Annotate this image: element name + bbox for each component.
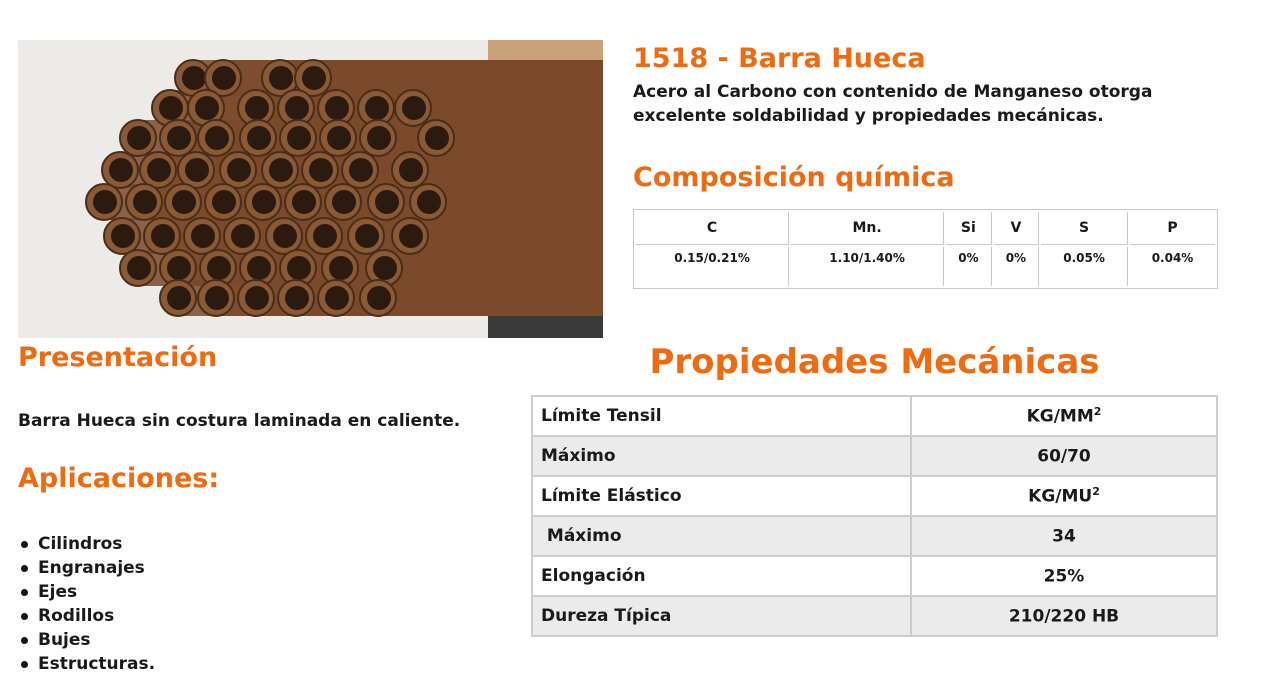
pipe-hole (367, 286, 391, 310)
composition-header-row (636, 212, 1215, 245)
pipe-hole (269, 158, 293, 182)
pipe-hole (151, 224, 175, 248)
property-value: 34 (911, 516, 1217, 556)
presentation-heading: Presentación (18, 342, 218, 373)
composition-value: 0.05% (1041, 247, 1128, 286)
property-label: Límite Tensil (532, 396, 911, 436)
composition-value: 0% (946, 247, 992, 286)
composition-header: V (994, 212, 1040, 245)
pipe-hole (205, 126, 229, 150)
pipe-hole (373, 256, 397, 280)
pipe-hole (367, 126, 391, 150)
pipe-hole (349, 158, 373, 182)
composition-value: 0.04% (1151, 251, 1194, 265)
pipe-hole (287, 126, 311, 150)
composition-header: Mn. (791, 212, 944, 245)
pipe-hole (167, 286, 191, 310)
pipe-hole (269, 66, 293, 90)
table-row (532, 516, 1217, 556)
product-description: Acero al Carbono con contenido de Manganeso otorga excelente soldabilidad y propiedades mecánicas. (633, 82, 1153, 126)
pipe-hole (109, 158, 133, 182)
pipe-hole (302, 66, 326, 90)
pipe-hole (127, 256, 151, 280)
property-value: 210/220 HB (911, 596, 1217, 636)
property-label: Máximo (532, 516, 911, 556)
pipe-hole (309, 158, 333, 182)
product-photo (18, 40, 603, 338)
pipe-hole (287, 256, 311, 280)
pipe-hole (313, 224, 337, 248)
pipe-hole (195, 96, 219, 120)
pipe-hole (247, 126, 271, 150)
pipe-hole (185, 158, 209, 182)
applications-heading: Aplicaciones: (18, 463, 220, 494)
pipe-hole (327, 126, 351, 150)
pipe-hole (329, 256, 353, 280)
composition-value: 0.15/0.21% (636, 247, 789, 286)
pipe-hole (93, 190, 117, 214)
pipe-hole (252, 190, 276, 214)
composition-value-row (636, 247, 1215, 286)
pipe-hole (167, 256, 191, 280)
mechanical-table (531, 395, 1218, 637)
table-row (532, 436, 1217, 476)
pipe-hole (285, 286, 309, 310)
composition-table (633, 209, 1218, 289)
list-item: Engranajes (18, 556, 155, 580)
pipe-hole (231, 224, 255, 248)
list-item: Cilindros (18, 532, 155, 556)
pipe-hole (273, 224, 297, 248)
pipe-hole (207, 256, 231, 280)
composition-header: P (1130, 212, 1215, 245)
list-item: Bujes (18, 628, 155, 652)
composition-heading: Composición química (633, 162, 955, 193)
pipe-hole (167, 126, 191, 150)
composition-header: C (636, 212, 789, 245)
table-row (532, 596, 1217, 636)
product-title: 1518 - Barra Hueca (633, 43, 926, 74)
property-label: Elongación (532, 556, 911, 596)
mechanical-heading: Propiedades Mecánicas (649, 342, 1100, 382)
property-label: Dureza Típica (532, 596, 911, 636)
table-row (532, 396, 1217, 436)
table-row (532, 556, 1217, 596)
pipe-hole (191, 224, 215, 248)
pipe-hole (417, 190, 441, 214)
pipe-hole (402, 96, 426, 120)
pipe-hole (285, 96, 309, 120)
pipe-hole (111, 224, 135, 248)
property-label: Límite Elástico (532, 476, 911, 516)
pipe-hole (227, 158, 251, 182)
list-item: Estructuras. (18, 652, 155, 676)
composition-header: S (1041, 212, 1128, 245)
pipe-hole (325, 286, 349, 310)
pipe-hole (247, 256, 271, 280)
applications-list (18, 532, 155, 676)
property-value: $KG/MM^2$ (911, 396, 1217, 436)
pipe-hole (332, 190, 356, 214)
pipe-hole (212, 66, 236, 90)
property-value: 60/70 (911, 436, 1217, 476)
pipe-hole (159, 96, 183, 120)
list-item: Rodillos (18, 604, 155, 628)
pipe-hole (292, 190, 316, 214)
pipe-hole (355, 224, 379, 248)
property-value: 25% (911, 556, 1217, 596)
composition-value: 0% (994, 247, 1040, 286)
composition-header: Si (946, 212, 992, 245)
pipe-hole (127, 126, 151, 150)
pipe-hole (147, 158, 171, 182)
pipe-hole (375, 190, 399, 214)
pipe-hole (245, 286, 269, 310)
property-value: $KG/MU^2$ (911, 476, 1217, 516)
pipe-hole (172, 190, 196, 214)
pipe-hole (325, 96, 349, 120)
pipe-hole (245, 96, 269, 120)
composition-value: 1.10/1.40% (791, 247, 944, 286)
table-row (532, 476, 1217, 516)
pipe-hole (212, 190, 236, 214)
pipe-hole (205, 286, 229, 310)
pipe-hole (425, 126, 449, 150)
property-label: Máximo (532, 436, 911, 476)
pipe-hole (133, 190, 157, 214)
list-item: Ejes (18, 580, 155, 604)
pipe-hole (365, 96, 389, 120)
pipe-hole (399, 224, 423, 248)
presentation-text: Barra Hueca sin costura laminada en caliente. (18, 411, 461, 431)
pipe-hole (182, 66, 206, 90)
pipe-hole (399, 158, 423, 182)
